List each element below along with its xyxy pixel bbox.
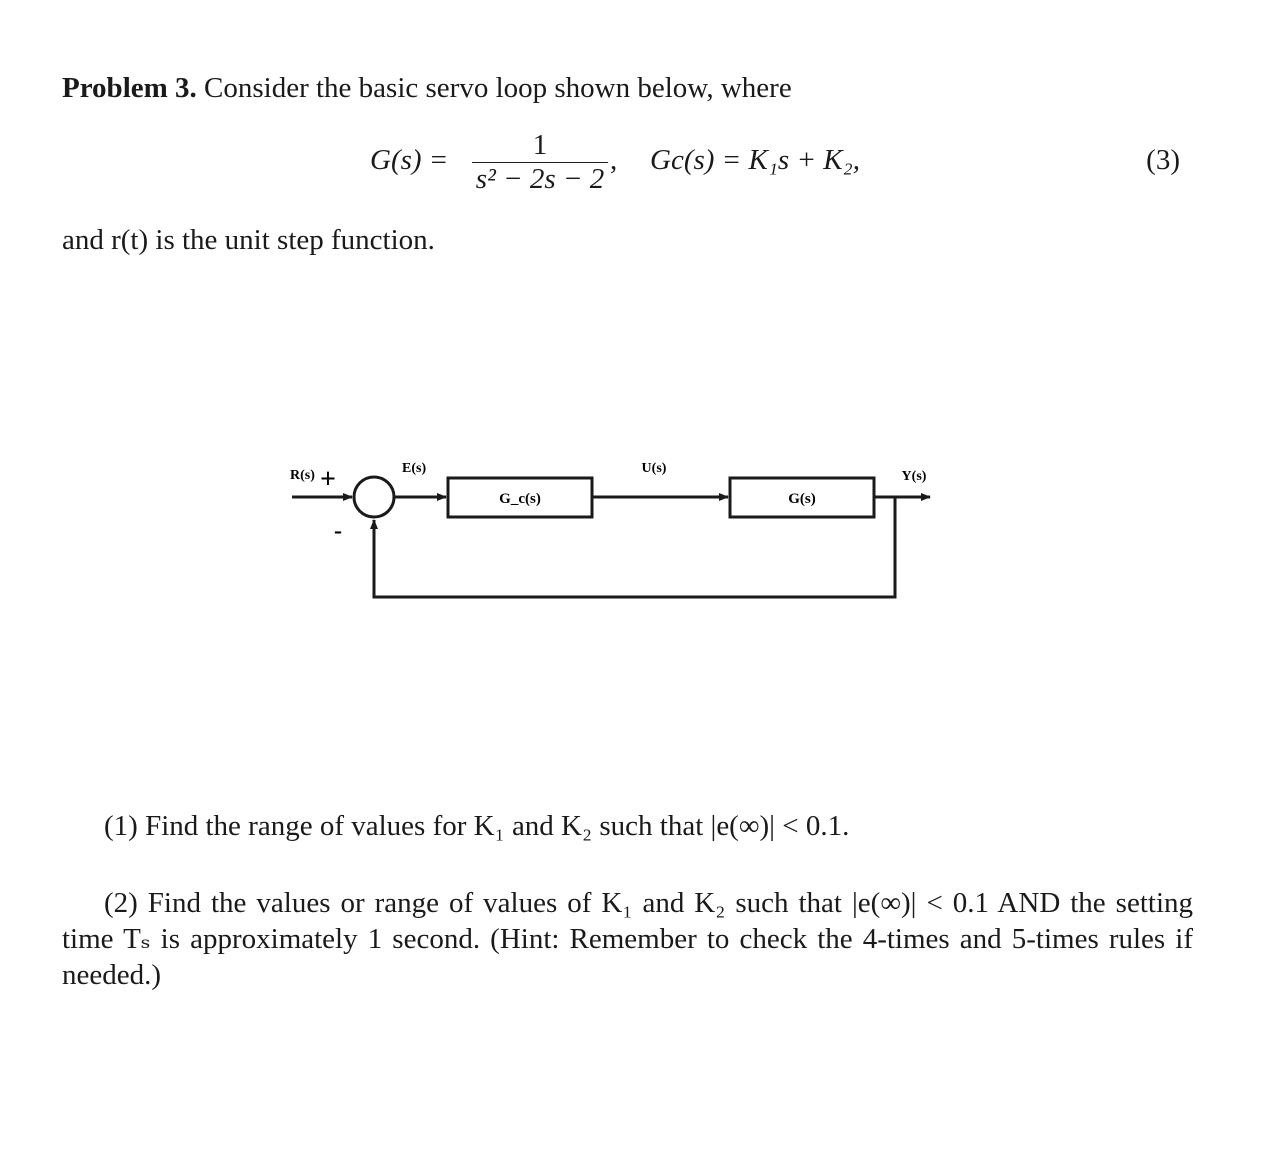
input-label: R(s): [290, 468, 315, 483]
question-2: (2) Find the values or range of values of K₁ and K₂ such that |e(∞)| < 0.1 AND the setting time Tₛ is approximately 1 second. (Hint: Remember to check the 4-times and 5-times rules if needed.): [62, 887, 1193, 991]
equation-lhs: G(s) =: [370, 144, 449, 176]
controller-equation: Gc(s) = K₁s + K₂,: [650, 144, 860, 176]
summing-junction: [354, 477, 394, 517]
equation-number: (3): [1146, 144, 1180, 176]
fraction-numerator: 1: [532, 129, 548, 161]
question-1: (1) Find the range of values for K₁ and K₂ such that |e(∞)| < 0.1.: [104, 810, 850, 842]
plus-sign: +: [320, 464, 336, 495]
problem-label: Problem 3.: [62, 72, 197, 104]
fraction-denominator: s² − 2s − 2: [475, 163, 605, 195]
unit-step-sentence: and r(t) is the unit step function.: [62, 224, 435, 256]
controller-label: G_c(s): [499, 491, 541, 507]
plant-label: G(s): [788, 491, 816, 507]
problem-intro: Consider the basic servo loop shown below, where: [204, 72, 792, 104]
control-label: U(s): [641, 461, 667, 476]
output-label: Y(s): [901, 469, 927, 484]
equation-separator: ,: [610, 144, 618, 176]
error-label: E(s): [402, 461, 427, 476]
minus-sign: -: [334, 518, 342, 544]
